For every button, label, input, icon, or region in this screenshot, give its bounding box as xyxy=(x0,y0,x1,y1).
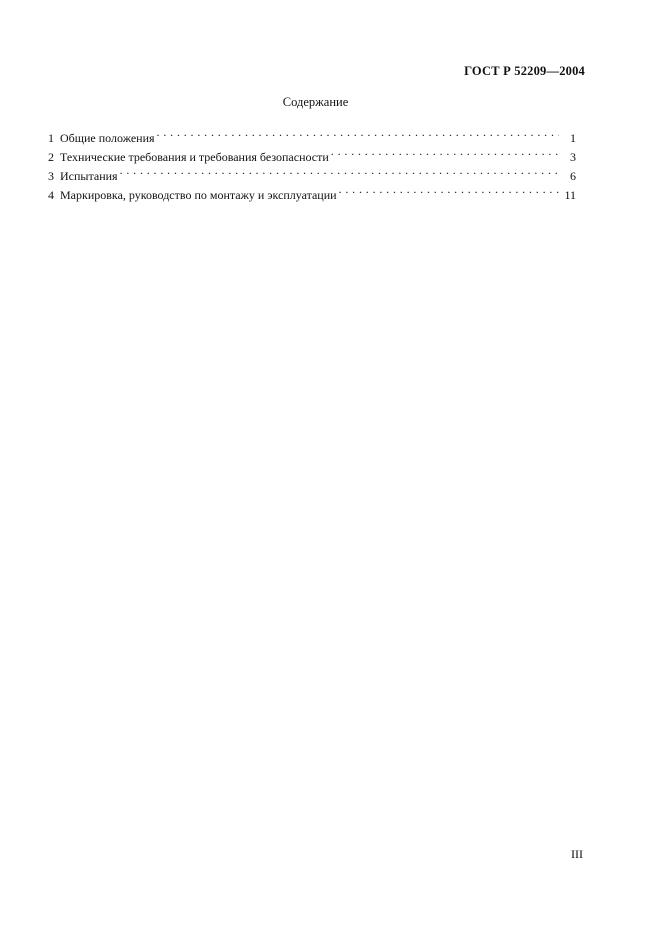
toc-entry-label: Технические требования и требования безопасности xyxy=(60,150,329,164)
toc-entry-label: Общие положения xyxy=(60,131,155,145)
toc-entry-page: 11 xyxy=(559,186,576,205)
toc-entry-number: 3 xyxy=(48,169,54,183)
toc-entry-label: Испытания xyxy=(60,169,118,183)
toc-dot-leader xyxy=(331,142,559,161)
toc-entry-number: 2 xyxy=(48,150,54,164)
toc-dot-leader xyxy=(339,180,559,199)
toc-entry[interactable] xyxy=(48,180,576,202)
toc-title xyxy=(0,95,661,110)
toc-entry-number: 1 xyxy=(48,131,54,145)
document-code-header: ГОСТ Р 52209—2004 xyxy=(464,64,585,78)
toc-entry-page: 3 xyxy=(559,148,576,167)
toc-entry-page: 6 xyxy=(559,167,576,186)
page-number: III xyxy=(571,847,583,861)
toc-entry-number: 4 xyxy=(48,188,54,202)
toc-entry-page: 1 xyxy=(559,129,576,148)
toc-entry[interactable] xyxy=(48,123,576,145)
toc-dot-leader xyxy=(120,161,559,180)
toc-dot-leader xyxy=(157,123,559,142)
toc-entry[interactable] xyxy=(48,161,576,183)
toc-title-text: Содержание xyxy=(282,95,349,109)
toc-entry-label: Маркировка, руководство по монтажу и эксплуатации xyxy=(60,188,337,202)
table-of-contents xyxy=(48,123,576,202)
